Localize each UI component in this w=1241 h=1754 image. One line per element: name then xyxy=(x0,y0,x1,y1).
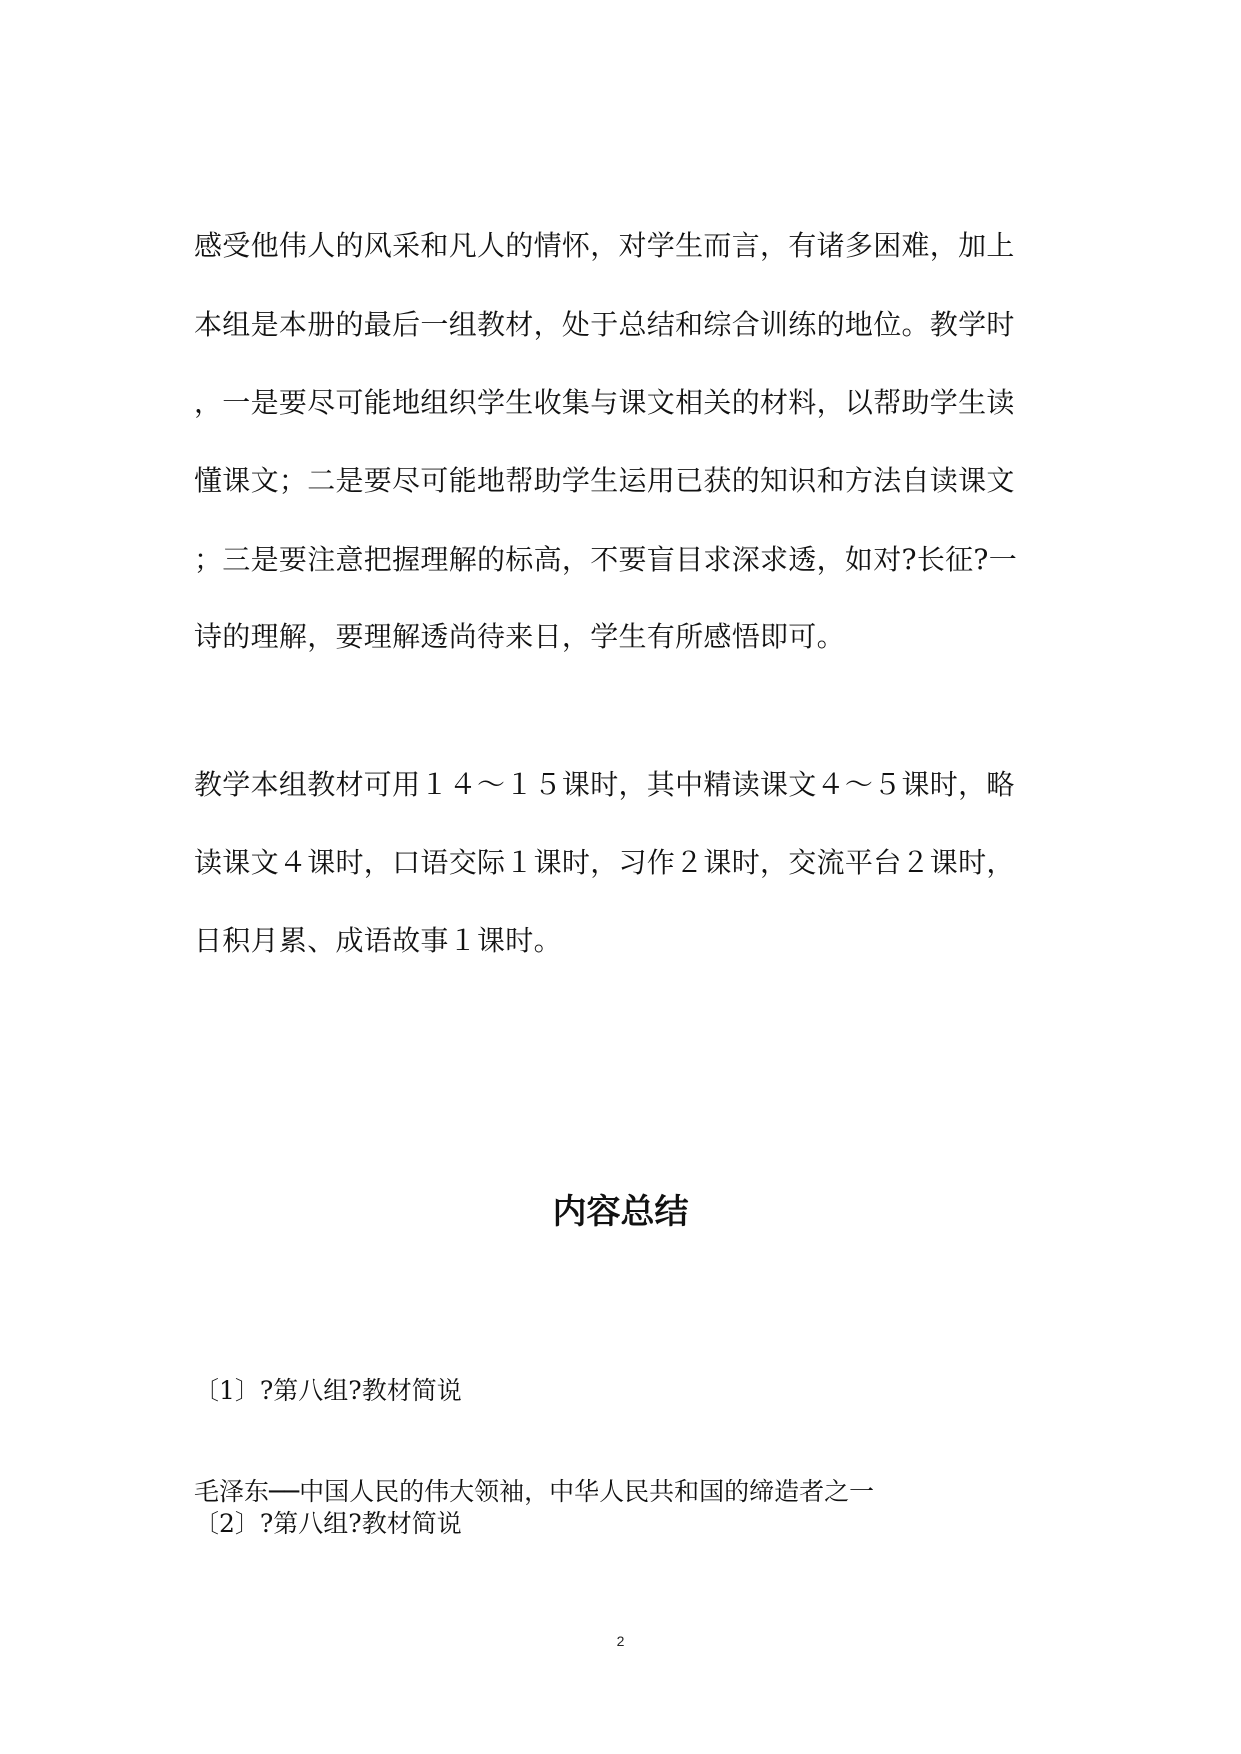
paragraph-line: 教学本组教材可用１４～１５课时，其中精读课文４～５课时，略 xyxy=(194,768,1015,801)
summary-heading: 内容总结 xyxy=(552,1192,689,1232)
page-number: 2 xyxy=(616,1633,625,1649)
summary-item-2: 〔2〕?第八组?教材简说 xyxy=(194,1509,462,1538)
paragraph-line: 本组是本册的最后一组教材，处于总结和综合训练的地位。教学时 xyxy=(194,308,1015,341)
paragraph-line: 日积月累、成语故事１课时。 xyxy=(194,924,562,957)
paragraph-line: 读课文４课时，口语交际１课时，习作２课时，交流平台２课时， xyxy=(194,846,1015,879)
paragraph-line: 诗的理解，要理解透尚待来日，学生有所感悟即可。 xyxy=(194,620,845,653)
paragraph-line: ；三是要注意把握理解的标高，不要盲目求深求透，如对?长征?一 xyxy=(194,543,1018,576)
summary-item-1: 〔1〕?第八组?教材简说 xyxy=(194,1376,462,1405)
paragraph-line: 懂课文；二是要尽可能地帮助学生运用已获的知识和方法自读课文 xyxy=(194,464,1015,497)
paragraph-line: ，一是要尽可能地组织学生收集与课文相关的材料，以帮助学生读 xyxy=(194,386,1015,419)
summary-item-2-description: 毛泽东──中国人民的伟大领袖，中华人民共和国的缔造者之一 xyxy=(194,1477,875,1506)
paragraph-line: 感受他伟人的风采和凡人的情怀，对学生而言，有诸多困难，加上 xyxy=(194,229,1015,262)
